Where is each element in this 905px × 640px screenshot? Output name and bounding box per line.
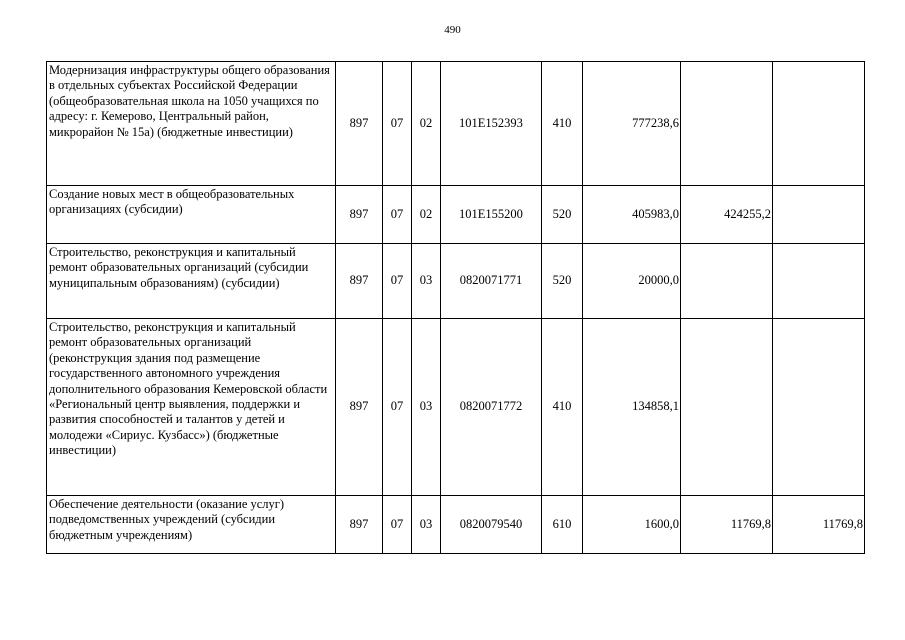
- subsection-code: 03: [412, 496, 441, 554]
- section-code: 07: [383, 244, 412, 319]
- target-article-code: 0820079540: [441, 496, 542, 554]
- expense-type-code: 610: [542, 496, 583, 554]
- ministry-code: 897: [336, 186, 383, 244]
- amount-3: [773, 244, 865, 319]
- amount-2: [681, 62, 773, 186]
- amount-3: 11769,8: [773, 496, 865, 554]
- section-code: 07: [383, 496, 412, 554]
- ministry-code: 897: [336, 244, 383, 319]
- page-number: 490: [444, 24, 461, 36]
- row-name: Создание новых мест в общеобразовательных организациях (субсидии): [47, 186, 336, 244]
- table-row: [47, 319, 865, 496]
- amount-3: [773, 319, 865, 496]
- table-row: [47, 244, 865, 319]
- row-name: Строительство, реконструкция и капитальный ремонт образовательных организаций (реконструкция здания под размещение государственного автономного учреждения дополнительного образования Кемеровской области «Региональный центр выявления, поддержки и развития способностей и талантов у детей и молодежи «Сириус. Кузбасс») (бюджетные инвестиции): [47, 319, 336, 496]
- section-code: 07: [383, 186, 412, 244]
- amount-2: 11769,8: [681, 496, 773, 554]
- target-article-code: 101E152393: [441, 62, 542, 186]
- subsection-code: 02: [412, 186, 441, 244]
- ministry-code: 897: [336, 496, 383, 554]
- section-code: 07: [383, 62, 412, 186]
- table-row: [47, 186, 865, 244]
- row-name: Модернизация инфраструктуры общего образования в отдельных субъектах Российской Федерации (общеобразовательная школа на 1050 учащихся по адресу: г. Кемерово, Центральный район, микрорайон № 15а) (бюджетные инвестиции): [47, 62, 336, 186]
- budget-table: [46, 61, 865, 554]
- subsection-code: 03: [412, 244, 441, 319]
- expense-type-code: 520: [542, 244, 583, 319]
- amount-1: 1600,0: [583, 496, 681, 554]
- amount-1: 777238,6: [583, 62, 681, 186]
- subsection-code: 02: [412, 62, 441, 186]
- target-article-code: 0820071771: [441, 244, 542, 319]
- target-article-code: 0820071772: [441, 319, 542, 496]
- row-name: Обеспечение деятельности (оказание услуг) подведомственных учреждений (субсидии бюджетным учреждениям): [47, 496, 336, 554]
- ministry-code: 897: [336, 319, 383, 496]
- amount-2: [681, 244, 773, 319]
- section-code: 07: [383, 319, 412, 496]
- target-article-code: 101E155200: [441, 186, 542, 244]
- row-name: Строительство, реконструкция и капитальный ремонт образовательных организаций (субсидии муниципальным образованиям) (субсидии): [47, 244, 336, 319]
- expense-type-code: 520: [542, 186, 583, 244]
- amount-2: 424255,2: [681, 186, 773, 244]
- amount-3: [773, 62, 865, 186]
- expense-type-code: 410: [542, 62, 583, 186]
- expense-type-code: 410: [542, 319, 583, 496]
- amount-1: 134858,1: [583, 319, 681, 496]
- amount-1: 20000,0: [583, 244, 681, 319]
- subsection-code: 03: [412, 319, 441, 496]
- amount-2: [681, 319, 773, 496]
- ministry-code: 897: [336, 62, 383, 186]
- table-row: [47, 62, 865, 186]
- table-row: [47, 496, 865, 554]
- amount-1: 405983,0: [583, 186, 681, 244]
- amount-3: [773, 186, 865, 244]
